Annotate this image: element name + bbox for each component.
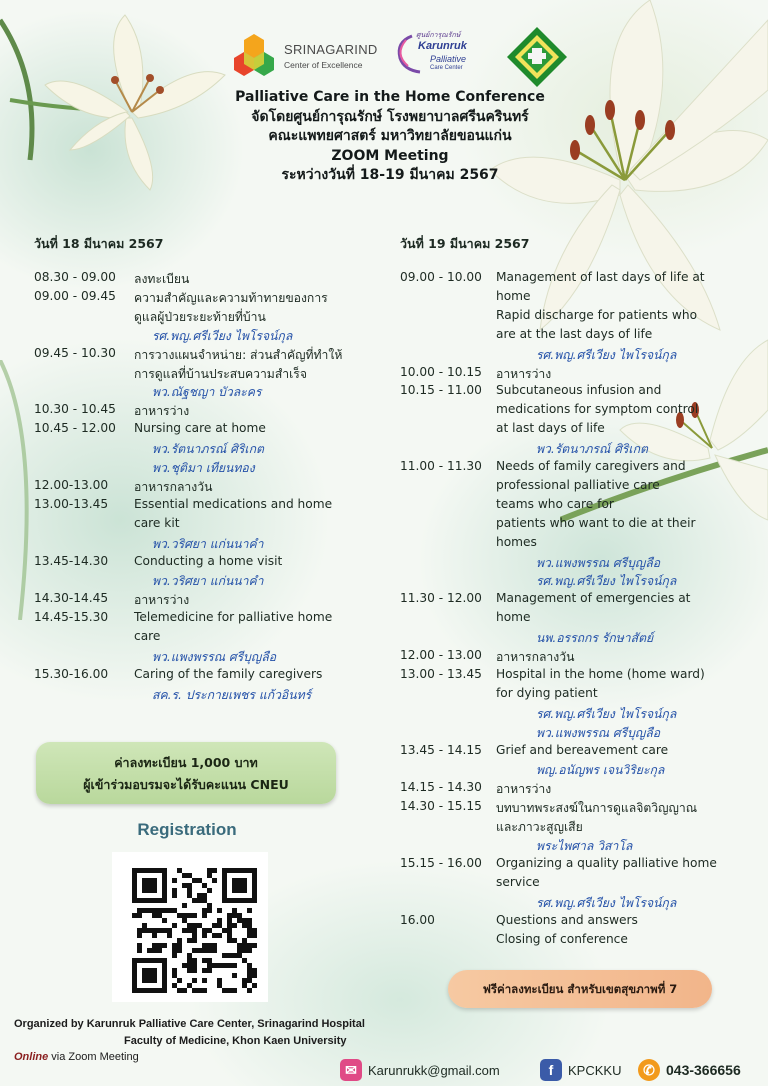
schedule-time: 09.00 - 09.45 <box>34 288 116 303</box>
schedule-time: 10.45 - 12.00 <box>34 421 116 436</box>
schedule-topic: Nursing care at home <box>134 421 266 436</box>
schedule-topic: Organizing a quality palliative home <box>496 855 717 870</box>
schedule-time: 14.30-14.45 <box>34 591 109 606</box>
schedule-time: 15.15 - 16.00 <box>400 855 482 870</box>
qr-code-icon <box>112 852 268 1002</box>
schedule-speaker: พว.ชุติมา เทียนทอง <box>152 461 255 475</box>
schedule-speaker: พว.แพงพรรณ ศรีบุญลือ <box>536 555 661 570</box>
hexagon-cubes-icon <box>230 32 278 80</box>
karunruk-logo-thai: ศูนย์การุณรักษ์ <box>416 31 461 39</box>
organizer-line-1: Organized by Karunruk Palliative Care Center, Srinagarind Hospital <box>14 1018 365 1030</box>
schedule-topic: Management of emergencies at <box>496 591 691 606</box>
schedule-topic: Management of last days of life at <box>496 270 705 284</box>
schedule-speaker: รศ.พญ.ศรีเวียง ไพโรจน์กุล <box>536 706 677 721</box>
schedule-speaker: พระไพศาล วิสาโล <box>536 839 633 853</box>
day1-schedule <box>34 270 384 710</box>
schedule-speaker: พว.รัตนาภรณ์ ศิริเกต <box>152 442 264 457</box>
schedule-topic: service <box>496 874 540 889</box>
schedule-topic: care kit <box>134 515 180 530</box>
contact-phone[interactable] <box>638 1056 741 1084</box>
free-registration-badge: ฟรีค่าลงทะเบียน สำหรับเขตสุขภาพที่ 7 <box>448 970 712 1008</box>
schedule-topic: at last days of life <box>496 421 605 436</box>
schedule-time: 11.00 - 11.30 <box>400 459 482 473</box>
faculty-medicine-seal-icon <box>506 26 568 88</box>
schedule-speaker: รศ.พญ.ศรีเวียง ไพโรจน์กุล <box>536 574 677 589</box>
schedule-time: 16.00 <box>400 912 435 927</box>
schedule-topic: อาหารว่าง <box>496 782 552 797</box>
registration-title: Registration <box>137 820 237 839</box>
schedule-topic: Grief and bereavement care <box>496 742 669 757</box>
srinagarind-logo <box>230 32 380 82</box>
schedule-topic: ดูแลผู้ป่วยระยะท้ายที่บ้าน <box>134 309 266 324</box>
schedule-topic: care <box>134 629 161 644</box>
contact-facebook-text: KPCKKU <box>568 1062 622 1078</box>
srinagarind-logo-name: SRINAGARIND <box>284 42 378 57</box>
karunruk-logo-sub2: Care Center <box>430 65 463 71</box>
schedule-topic: Hospital in the home (home ward) <box>496 666 705 681</box>
schedule-time: 13.00-13.45 <box>34 496 109 511</box>
title-line-3: คณะแพทยศาสตร์ มหาวิทยาลัยขอนแก่น <box>268 128 512 144</box>
day2-heading: วันที่ 19 มีนาคม 2567 <box>400 236 530 251</box>
schedule-topic: Essential medications and home <box>134 496 333 511</box>
contact-phone-text: 043-366656 <box>666 1062 741 1078</box>
schedule-speaker: พญ.อนัญพร เจนวิริยะกุล <box>536 763 665 778</box>
schedule-speaker: สค.ร. ประกายเพชร แก้วอินทร์ <box>152 687 312 702</box>
contact-facebook[interactable] <box>540 1056 621 1084</box>
karunruk-logo-name: Karunruk <box>418 40 467 52</box>
schedule-time: 13.00 - 13.45 <box>400 666 482 681</box>
schedule-time: 14.45-15.30 <box>34 610 109 625</box>
phone-icon: ✆ <box>638 1059 660 1081</box>
schedule-topic: Caring of the family caregivers <box>134 666 323 681</box>
header-logos <box>230 26 570 86</box>
schedule-speaker: รศ.พญ.ศรีเวียง ไพโรจน์กุล <box>536 347 677 362</box>
schedule-time: 10.00 - 10.15 <box>400 364 482 379</box>
schedule-time: 14.15 - 14.30 <box>400 780 482 795</box>
schedule-topic: Subcutaneous infusion and <box>496 383 662 398</box>
schedule-topic: Conducting a home visit <box>134 553 283 568</box>
schedule-topic: teams who care for <box>496 496 614 511</box>
schedule-topic: Rapid discharge for patients who <box>496 307 698 322</box>
title-line-1: Palliative Care in the Home Conference <box>235 89 545 105</box>
schedule-topic: อาหารว่าง <box>134 593 190 608</box>
schedule-time: 15.30-16.00 <box>34 666 109 681</box>
day2-schedule <box>400 270 760 960</box>
day1-heading: วันที่ 18 มีนาคม 2567 <box>34 236 164 251</box>
schedule-time: 10.30 - 10.45 <box>34 402 116 417</box>
schedule-speaker: พว.ณัฐชญา บัวละคร <box>152 385 262 400</box>
fee-line-1: ค่าลงทะเบียน 1,000 บาท <box>114 755 258 770</box>
registration-fee-box <box>36 742 336 804</box>
karunruk-logo-sub: Palliative <box>430 54 467 64</box>
contact-email-text: Karunrukk@gmail.com <box>368 1062 500 1078</box>
schedule-topic: ลงทะเบียน <box>134 272 190 286</box>
schedule-time: 13.45-14.30 <box>34 553 109 568</box>
schedule-speaker: พว.แพงพรรณ ศรีบุญลือ <box>536 725 661 740</box>
schedule-speaker: พว.รัตนาภรณ์ ศิริเกต <box>536 442 648 457</box>
karunruk-logo <box>390 30 480 82</box>
schedule-time: 11.30 - 12.00 <box>400 591 482 606</box>
schedule-topic: บทบาทพระสงฆ์ในการดูแลจิตวิญญาณ <box>496 801 698 816</box>
schedule-speaker: นพ.อรรถกร รักษาสัตย์ <box>536 631 654 646</box>
schedule-time: 08.30 - 09.00 <box>34 270 116 284</box>
title-line-5: ระหว่างวันที่ 18-19 มีนาคม 2567 <box>281 167 499 183</box>
schedule-time: 09.45 - 10.30 <box>34 345 116 360</box>
facebook-icon: f <box>540 1059 562 1081</box>
email-icon: ✉ <box>340 1059 362 1081</box>
schedule-speaker: พว.วริศยา แก่นนาคำ <box>152 574 264 589</box>
registration-qr-code[interactable] <box>112 852 268 1002</box>
schedule-topic: Closing of conference <box>496 931 628 946</box>
schedule-topic: การดูแลที่บ้านประสบความสำเร็จ <box>134 366 307 381</box>
schedule-topic: home <box>496 288 531 303</box>
schedule-time: 09.00 - 10.00 <box>400 270 482 284</box>
schedule-time: 13.45 - 14.15 <box>400 742 482 757</box>
schedule-time: 10.15 - 11.00 <box>400 383 482 398</box>
schedule-topic: are at the last days of life <box>496 326 653 341</box>
schedule-topic: อาหารกลางวัน <box>134 479 213 494</box>
organizer-line-2: Faculty of Medicine, Khon Kaen University <box>124 1034 347 1047</box>
schedule-topic: for dying patient <box>496 685 598 700</box>
schedule-speaker: รศ.พญ.ศรีเวียง ไพโรจน์กุล <box>152 328 293 343</box>
contact-email[interactable] <box>340 1056 500 1084</box>
schedule-speaker: พว.วริศยา แก่นนาคำ <box>152 536 264 551</box>
schedule-topic: และภาวะสูญเสีย <box>496 820 583 835</box>
schedule-time: 12.00 - 13.00 <box>400 648 482 662</box>
schedule-speaker: รศ.พญ.ศรีเวียง ไพโรจน์กุล <box>536 895 677 910</box>
schedule-time: 12.00-13.00 <box>34 477 109 492</box>
schedule-topic: medications for symptom control <box>496 402 699 417</box>
schedule-speaker: พว.แพงพรรณ ศรีบุญลือ <box>152 650 277 664</box>
title-line-4: ZOOM Meeting <box>331 147 449 164</box>
schedule-topic: อาหารกลางวัน <box>496 650 575 664</box>
schedule-topic: การวางแผนจำหน่าย: ส่วนสำคัญที่ทำให้ <box>134 347 343 362</box>
schedule-topic: Telemedicine for palliative home <box>134 610 333 625</box>
online-rest: via Zoom Meeting <box>48 1051 139 1063</box>
schedule-topic: home <box>496 610 531 625</box>
schedule-topic: อาหารว่าง <box>496 366 552 381</box>
schedule-topic: อาหารว่าง <box>134 404 190 419</box>
online-word: Online <box>14 1051 49 1063</box>
fee-line-2: ผู้เข้าร่วมอบรมจะได้รับคะแนน CNEU <box>83 777 289 792</box>
schedule-topic: professional palliative care <box>496 477 660 492</box>
schedule-topic: Needs of family caregivers and <box>496 459 686 473</box>
schedule-topic: homes <box>496 534 537 549</box>
schedule-topic: Questions and answers <box>496 912 638 927</box>
schedule-topic: patients who want to die at their <box>496 515 696 530</box>
title-line-2: จัดโดยศูนย์การุณรักษ์ โรงพยาบาลศรีนครินทร์ <box>251 108 529 125</box>
srinagarind-logo-sub: Center of Excellence <box>284 60 363 70</box>
conference-title-block <box>140 88 640 186</box>
schedule-time: 14.30 - 15.15 <box>400 799 482 814</box>
schedule-topic: ความสำคัญและความท้าทายของการ <box>134 290 328 305</box>
